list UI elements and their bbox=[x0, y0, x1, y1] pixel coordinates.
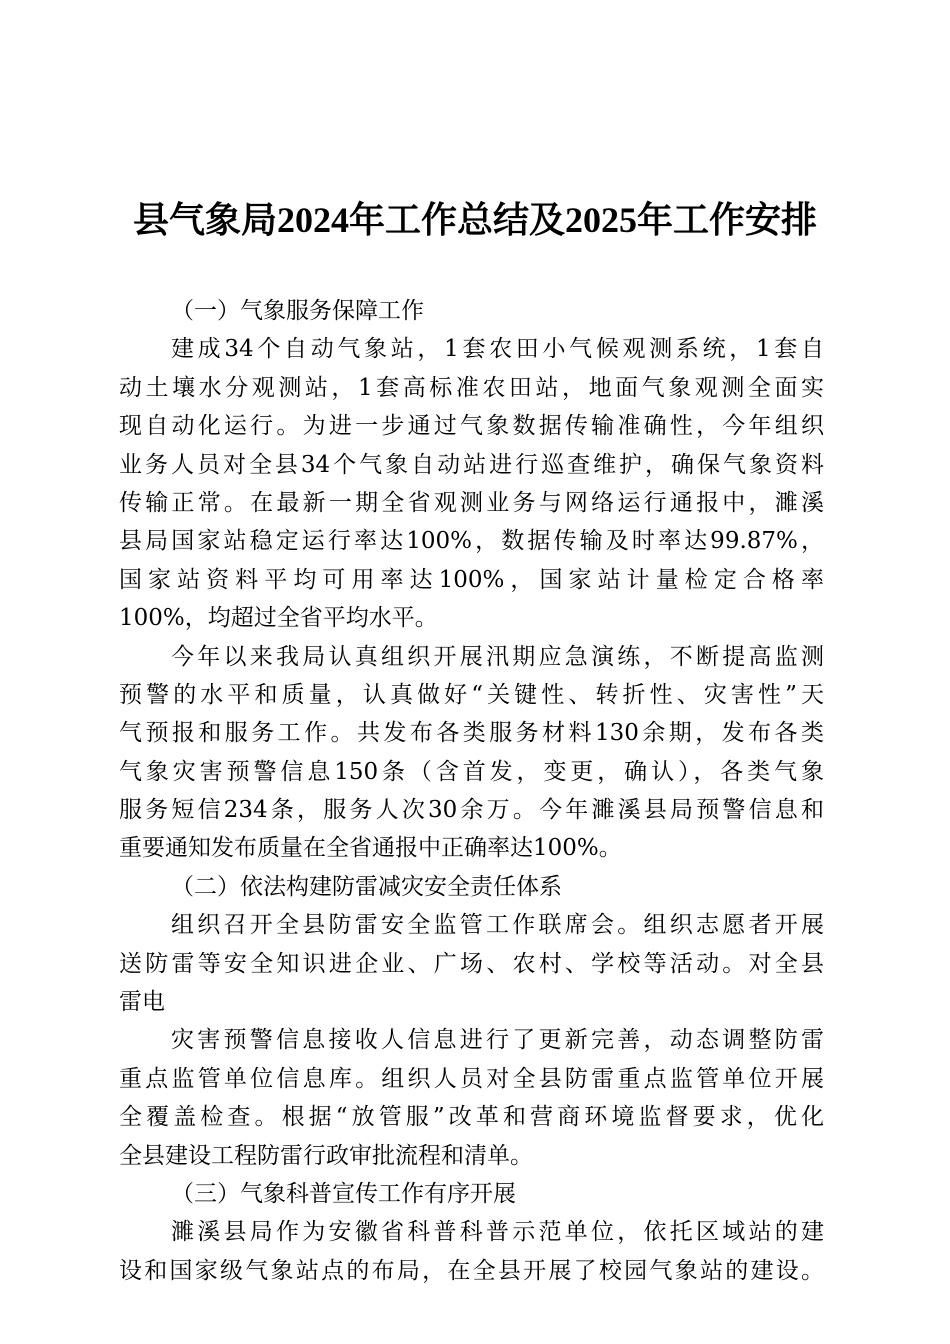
section-heading-1: （一）气象服务保障工作 bbox=[171, 298, 424, 324]
section-heading-3: （三）气象科普宣传工作有序开展 bbox=[171, 1180, 516, 1207]
paragraph-line: 预警的水平和质量，认真做好“关键性、转折性、灾害性”天 bbox=[119, 681, 824, 708]
paragraph-line: 现自动化运行。为进一步通过气象数据传输准确性，今年组织 bbox=[119, 413, 824, 440]
paragraph-line: 建成34个自动气象站，1套农田小气候观测系统，1套自 bbox=[171, 336, 824, 363]
paragraph-line: 全县建设工程防雷行政审批流程和清单。 bbox=[119, 1142, 533, 1169]
paragraph-line: 县局国家站稳定运行率达100%，数据传输及时率达99.87%， bbox=[119, 528, 824, 555]
paragraph-line: 组织召开全县防雷安全监管工作联席会。组织志愿者开展 bbox=[171, 912, 824, 939]
paragraph-line: 气象灾害预警信息150条（含首发，变更，确认），各类气象 bbox=[119, 758, 824, 785]
document-body bbox=[119, 292, 824, 1290]
paragraph-line: 濉溪县局作为安徽省科普科普示范单位，依托区域站的建 bbox=[171, 1219, 824, 1246]
paragraph-line: 雷电 bbox=[119, 989, 165, 1016]
paragraph-line: 灾害预警信息接收人信息进行了更新完善，动态调整防雷 bbox=[171, 1027, 824, 1054]
paragraph-line: 服务短信234条，服务人次30余万。今年濉溪县局预警信息和 bbox=[119, 797, 824, 824]
paragraph-line: 100%，均超过全省平均水平。 bbox=[119, 605, 438, 632]
paragraph-line: 重点监管单位信息库。组织人员对全县防雷重点监管单位开展 bbox=[119, 1065, 824, 1092]
paragraph-line: 送防雷等安全知识进企业、广场、农村、学校等活动。对全县 bbox=[119, 950, 824, 977]
paragraph-line: 业务人员对全县34个气象自动站进行巡查维护，确保气象资料 bbox=[119, 451, 824, 478]
paragraph-line: 动土壤水分观测站，1套高标准农田站，地面气象观测全面实 bbox=[119, 374, 824, 401]
paragraph-line: 传输正常。在最新一期全省观测业务与网络运行通报中，濉溪 bbox=[119, 489, 824, 516]
paragraph-line: 全覆盖检查。根据“放管服”改革和营商环境监督要求，优化 bbox=[119, 1104, 824, 1131]
paragraph-line: 今年以来我局认真组织开展汛期应急演练，不断提高监测 bbox=[171, 643, 824, 670]
paragraph-line: 设和国家级气象站点的布局，在全县开展了校园气象站的建设。 bbox=[119, 1257, 824, 1284]
paragraph-line: 气预报和服务工作。共发布各类服务材料130余期，发布各类 bbox=[119, 720, 824, 747]
section-heading-2: （二）依法构建防雷减灾安全责任体系 bbox=[171, 873, 562, 900]
document-title: 县气象局2024年工作总结及2025年工作安排 bbox=[132, 200, 817, 240]
paragraph-line: 国家站资料平均可用率达100%，国家站计量检定合格率 bbox=[119, 566, 824, 593]
paragraph-line: 重要通知发布质量在全省通报中正确率达100%。 bbox=[119, 835, 622, 862]
